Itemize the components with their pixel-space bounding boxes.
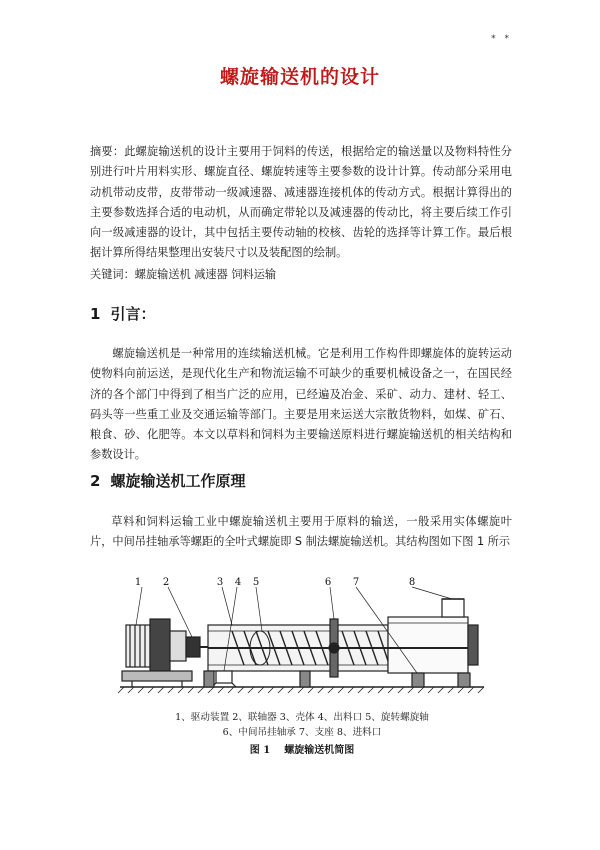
coupling (186, 637, 208, 657)
section-2-paragraph: 草料和饲料运输工业中螺旋输送机主要用于原料的输送，一般采用实体螺旋叶片，中间吊挂轴承等螺距的全叶式螺旋即 S 制法螺旋输送机。其结构图如下图 1 所示 (90, 515, 512, 549)
figure-caption (112, 741, 492, 756)
keywords-line: 关键词：螺旋输送机 减速器 饲料运输 (90, 268, 277, 281)
callout-5: 5 (252, 577, 260, 588)
section-1-title: 引言： (110, 305, 156, 323)
hanger-bearing (329, 619, 339, 677)
section-2-number: 2 (90, 472, 101, 490)
figure-legend-line-1: 1、驱动装置 2、联轴器 3、壳体 4、出料口 5、旋转螺旋轴 (175, 712, 429, 723)
callout-7: 7 (352, 577, 360, 588)
section-1-number: 1 (90, 305, 101, 323)
section-1-paragraph: 螺旋输送机是一种常用的连续输送机械。它是利用工作构件即螺旋体的旋转运动使物料向前运送，是现代化生产和物流运输不可缺少的重要机械设备之一，在国民经济的各个部门中得到了相当广泛的应用，已经遍及冶金、采矿、动力、建材、轻工、码头等一些重工业及交通运输等部门。主要是用来运送大宗散货物料，如煤、矿石、粮食、砂、化肥等。本文以草料和饲料为主要输送原料进行螺旋输送机的相关结构和参数设计。 (90, 347, 512, 462)
callout-6: 6 (324, 577, 332, 588)
section-1-heading (90, 303, 155, 324)
page-title: 螺旋输送机的设计 (219, 66, 380, 88)
abstract-paragraph: 摘要：此螺旋输送机的设计主要用于饲料的传送，根据给定的输送量以及物料特性分别进行叶片用料实形、螺旋直径、螺旋转速等主要参数的设计计算。传动部分采用电动机带动皮带，皮带带动一级减速器、减速器连接机体的传动方式。根据计算得出的主要参数选择合适的电动机，从而确定带轮以及减速器的传动比，将主要后续工作引向一级减速器的设计，其中包括主要传动轴的校核、齿轮的选择等计算工作。最后根据计算所得结果整理出安装尺寸以及装配图的绘制。 (90, 145, 512, 260)
outlet (212, 671, 236, 687)
callout-4: 4 (234, 577, 242, 588)
figure-caption-label: 图 1 (249, 745, 271, 756)
figure-caption-title: 螺旋输送机简图 (284, 745, 355, 756)
callout-8: 8 (408, 577, 416, 588)
section-2-title: 螺旋输送机工作原理 (110, 472, 246, 490)
callout-2: 2 (162, 577, 170, 588)
figure-legend-line-2: 6、中间吊挂轴承 7、支座 8、进料口 (222, 727, 382, 738)
ground-hatch (118, 687, 484, 693)
header-mark: * * (491, 34, 512, 44)
drive-unit (122, 619, 192, 687)
callout-1: 1 (134, 577, 142, 588)
callout-3: 3 (216, 577, 224, 588)
inlet (442, 599, 464, 617)
section-2-heading (90, 470, 245, 491)
